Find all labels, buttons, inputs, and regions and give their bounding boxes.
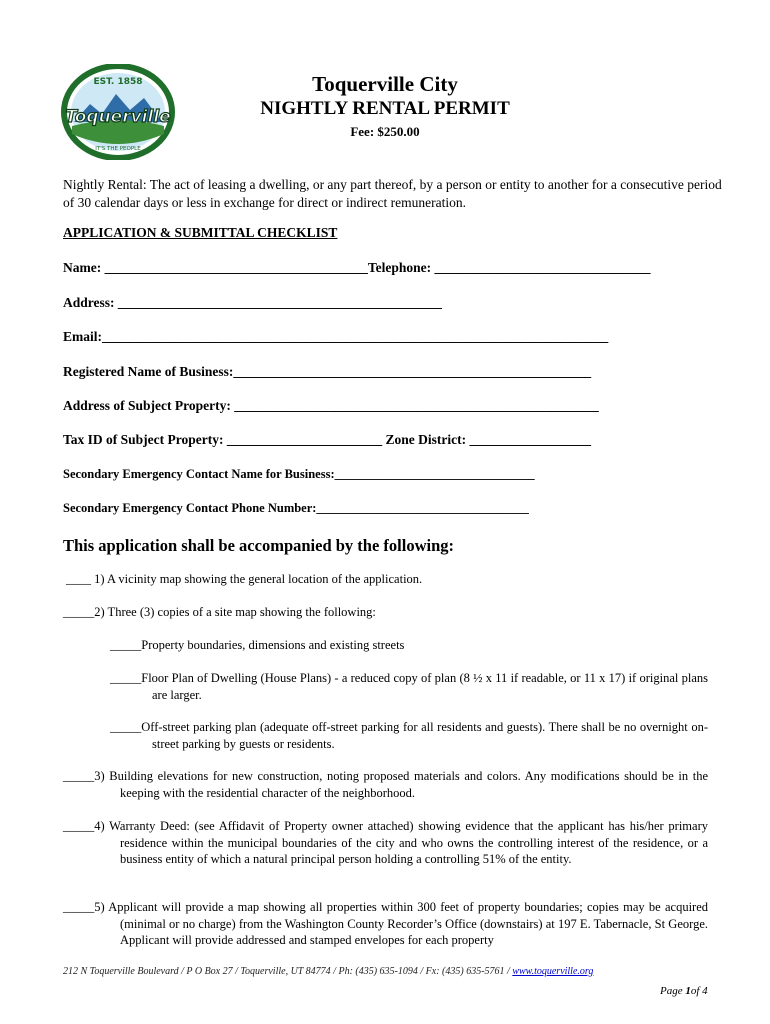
requirement-1: ____ 1) A vicinity map showing the general location of the application. <box>66 572 423 586</box>
tax-id-zone-field[interactable]: Tax ID of Subject Property: _______________________ Zone District: __________________ <box>63 432 591 447</box>
requirement-2: _____2) Three (3) copies of a site map showing the following: <box>63 605 376 619</box>
page-prefix: Page <box>660 985 686 997</box>
page-suffix: of 4 <box>690 985 708 997</box>
requirement-3-text: _____3) Building elevations for new construction, noting proposed materials and colors. Any modifications should be in the keeping with the residential character of the neighborhood. <box>63 769 708 800</box>
subject-property-address-field[interactable]: Address of Subject Property: ______________________________________________________ <box>63 398 599 413</box>
email-field[interactable]: Email:___________________________________________________________________________ <box>63 329 609 344</box>
requirement-2a: _____Property boundaries, dimensions and existing streets <box>110 638 405 652</box>
svg-text:EST. 1858: EST. 1858 <box>93 77 143 87</box>
emergency-contact-phone-field[interactable]: Secondary Emergency Contact Phone Number:__________________________________ <box>63 501 529 515</box>
city-logo <box>60 64 176 160</box>
nightly-rental-definition: Nightly Rental: The act of leasing a dwelling, or any part thereof, by a person or entity to another for a consecutive period of 30 calendar days or less in exchange for direct or indirect remuneration. <box>63 177 722 210</box>
requirement-5-text: _____5) Applicant will provide a map showing all properties within 300 feet of property boundaries; copies may be acquired (minimal or no charge) from the Washington County Recorder’s Office (downstairs) at 197 E. Tabernacle, St George. Applicant will provide addressed and stamped envelopes for each property <box>63 900 708 947</box>
website-link[interactable]: www.toquerville.org <box>512 966 594 977</box>
requirement-2b-text: _____Floor Plan of Dwelling (House Plans) - a reduced copy of plan (8 ½ x 11 if readable, or 11 x 17) if original plans are larger. <box>110 671 708 702</box>
page-number <box>660 985 708 997</box>
emergency-contact-name-field[interactable]: Secondary Emergency Contact Name for Business:________________________________ <box>63 467 535 481</box>
requirement-2c-text: _____Off-street parking plan (adequate off-street parking for all residents and guests). There shall be no overnight on-street parking by guests or residents. <box>110 720 708 751</box>
registered-business-name-field[interactable]: Registered Name of Business:_____________________________________________________ <box>63 364 592 379</box>
requirement-3 <box>63 768 708 801</box>
name-telephone-field[interactable]: Name: _______________________________________Telephone: ________________________________ <box>63 260 651 275</box>
checklist-heading: APPLICATION & SUBMITTAL CHECKLIST <box>63 225 338 240</box>
footer-address: 212 N Toquerville Boulevard / P O Box 27 / Toquerville, UT 84774 / Ph: (435) 635-1094 / Fx: (435) 635-5761 / <box>63 966 513 977</box>
requirement-4-text: _____4) Warranty Deed: (see Affidavit of Property owner attached) showing evidence that the applicant has his/her primary residence within the municipal boundaries of the city and who owns the controlling interest of the residence, or a business entity of which a natural principal person holding a controlling 51% of the entity. <box>63 819 708 866</box>
svg-text:Toquerville: Toquerville <box>65 107 171 127</box>
requirement-2c <box>110 719 708 752</box>
svg-text:IT'S THE PEOPLE: IT'S THE PEOPLE <box>95 146 141 152</box>
requirement-4 <box>63 818 708 868</box>
page-current: 1 <box>685 985 691 997</box>
requirements-heading: This application shall be accompanied by the following: <box>63 536 455 555</box>
fee-label: Fee: $250.00 <box>350 124 420 139</box>
address-field[interactable]: Address: ________________________________________________ <box>63 295 442 310</box>
permit-title: NIGHTLY RENTAL PERMIT <box>260 98 510 119</box>
requirement-5 <box>63 899 708 949</box>
city-seal-icon <box>60 64 176 160</box>
page-title: Toquerville City <box>312 72 458 96</box>
requirement-2b <box>110 670 708 703</box>
footer-contact <box>63 966 593 977</box>
